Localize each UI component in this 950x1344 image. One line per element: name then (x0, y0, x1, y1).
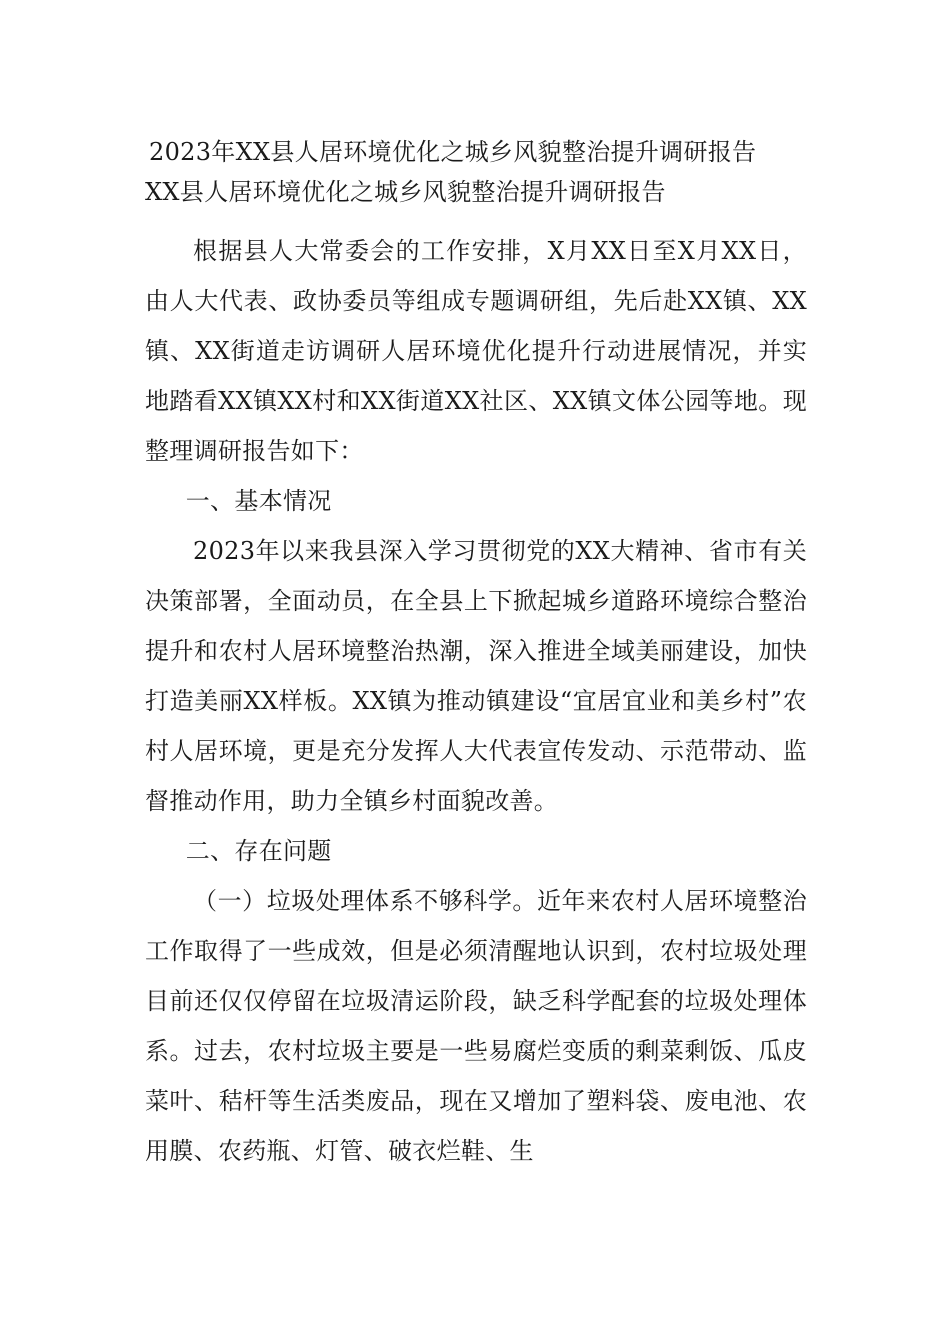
intro-paragraph: 根据县人大常委会的工作安排，X月XX日至X月XX日，由人大代表、政协委员等组成专题调研组，先后赴XX镇、XX镇、XX街道走访调研人居环境优化提升行动进展情况，并实地踏看XX镇XX村和XX街道XX社区、XX镇文体公园等地。现整理调研报告如下： (145, 237, 807, 465)
section-heading-problems: 二、存在问题 (185, 837, 332, 865)
section-heading-basic-situation: 一、基本情况 (185, 487, 332, 515)
document-subtitle: XX县人居环境优化之城乡风貌整治提升调研报告 (145, 178, 666, 206)
basic-situation-paragraph: 2023年以来我县深入学习贯彻党的XX大精神、省市有关决策部署，全面动员，在全县上下掀起城乡道路环境综合整治提升和农村人居环境整治热潮，深入推进全域美丽建设，加快打造美丽XX样板。XX镇为推动镇建设“宜居宜业和美乡村”农村人居环境，更是充分发挥人大代表宣传发动、示范带动、监督推动作用，助力全镇乡村面貌改善。 (145, 537, 807, 815)
document-title: 2023年XX县人居环境优化之城乡风貌整治提升调研报告 (149, 138, 757, 166)
problem-item-1-paragraph: （一）垃圾处理体系不够科学。近年来农村人居环境整治工作取得了一些成效，但是必须清醒地认识到，农村垃圾处理目前还仅仅停留在垃圾清运阶段，缺乏科学配套的垃圾处理体系。过去，农村垃圾主要是一些易腐烂变质的剩菜剩饭、瓜皮菜叶、秸杆等生活类废品，现在又增加了塑料袋、废电池、农用膜、农药瓶、灯管、破衣烂鞋、生 (145, 887, 807, 1165)
document-body (145, 132, 807, 1176)
